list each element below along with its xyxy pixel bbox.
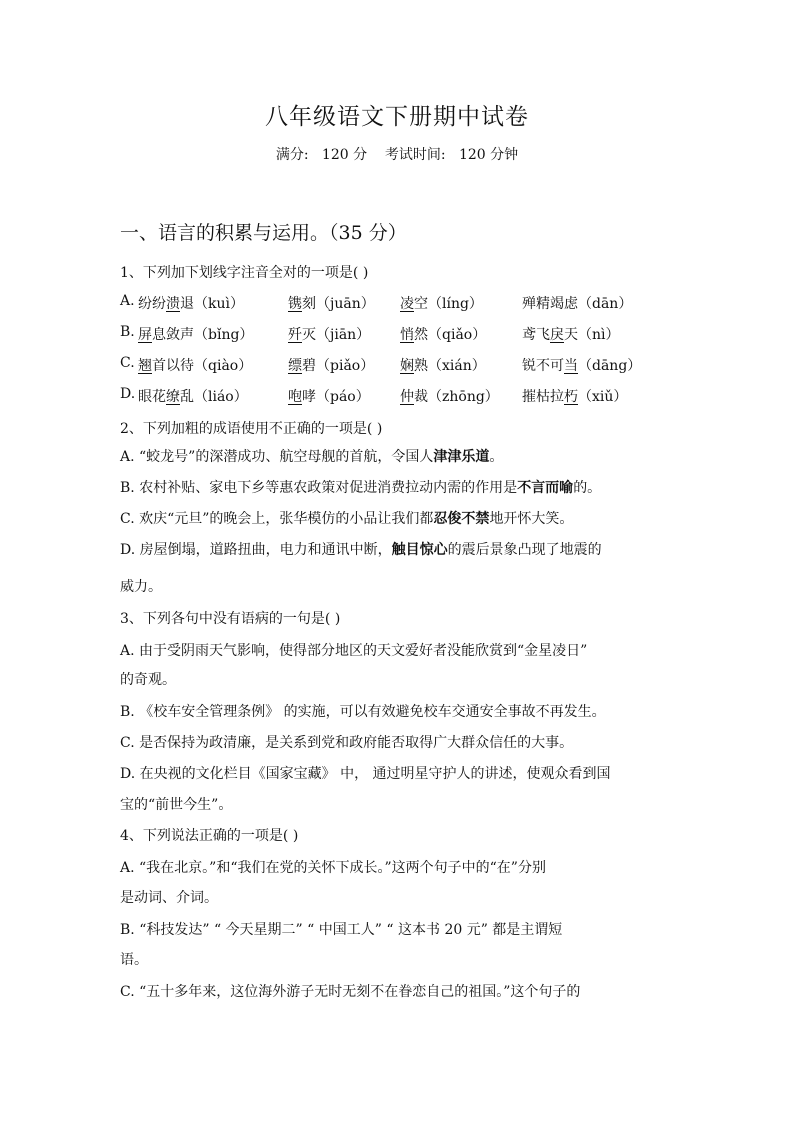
underlined-char: 凌	[400, 296, 414, 312]
q1-option-item	[138, 355, 252, 375]
q1-option-item	[522, 386, 627, 406]
item-pinyin: （dāng）	[578, 358, 642, 374]
underlined-char: 溃	[166, 296, 180, 312]
underlined-char: 朽	[564, 389, 578, 405]
q4-option-b-cont: 语。	[120, 952, 148, 968]
item-text: 纷纷	[138, 296, 166, 312]
underlined-char: 歼	[288, 327, 302, 343]
exam-subtitle: 满分: 120 分 考试时间: 120 分钟	[275, 147, 519, 163]
item-text: 眼花	[138, 389, 166, 405]
q2-option-d-cont: 威力。	[120, 579, 162, 595]
q3-stem: 3、下列各句中没有语病的一句是( )	[120, 611, 341, 627]
q1-stem: 1、下列加下划线字注音全对的一项是( )	[120, 265, 369, 281]
item-pinyin: 裁（zhōng）	[414, 389, 499, 405]
q3-option-d-cont: 宝的“前世今生”。	[120, 797, 233, 813]
q2-b-text: B. 农村补贴、家电下乡等惠农政策对促进消费拉动内需的作用是	[120, 480, 518, 496]
item-pinyin: 哮（páo）	[302, 389, 370, 405]
q2-d-text: D. 房屋倒塌，道路扭曲，电力和通讯中断，	[120, 542, 392, 558]
item-pinyin: 熟（xián）	[414, 358, 486, 374]
underlined-char: 戾	[550, 327, 564, 343]
item-text: 锐不可	[522, 358, 564, 374]
q1-option-item	[288, 386, 370, 406]
underlined-char: 当	[564, 358, 578, 374]
underlined-char: 翘	[138, 358, 152, 374]
q4-option-b: B. “科技发达” “ 今天星期二” “ 中国工人” “ 这本书 20 元” 都是主谓短	[120, 922, 563, 938]
q2-option-c	[120, 508, 573, 528]
item-text: 殚精竭虑（dān）	[522, 296, 633, 312]
item-pinyin: 刻（juān）	[302, 296, 375, 312]
q1-option-item	[400, 324, 486, 344]
item-pinyin: 息敛声（bǐng）	[152, 327, 254, 343]
q4-option-a: A. “我在北京。”和“我们在党的关怀下成长。”这两个句子中的“在”分别	[120, 860, 546, 876]
q1-option-label: C.	[120, 355, 135, 371]
q2-a-idiom: 津津乐道	[433, 449, 490, 465]
q2-option-a	[120, 446, 503, 466]
underlined-char: 仲	[400, 389, 414, 405]
item-text: 鸢飞	[522, 327, 550, 343]
q3-option-d: D. 在央视的文化栏目《国家宝藏》 中， 通过明星守护人的讲述，使观众看到国	[120, 766, 611, 782]
q1-option-item	[138, 324, 253, 344]
item-pinyin: 碧（piǎo）	[302, 358, 375, 374]
q4-option-a-cont: 是动词、介词。	[120, 890, 218, 906]
q1-option-item	[522, 324, 620, 344]
underlined-char: 娴	[400, 358, 414, 374]
section-heading: 一、语言的积累与运用。（35 分）	[120, 222, 407, 244]
item-pinyin: 灭（jiān）	[302, 327, 371, 343]
item-text: 摧枯拉	[522, 389, 564, 405]
q1-option-item	[400, 355, 486, 375]
q2-d-idiom: 触目惊心	[391, 542, 448, 558]
underlined-char: 悄	[400, 327, 414, 343]
item-pinyin: 乱（liáo）	[180, 389, 248, 405]
q1-option-item	[288, 293, 375, 313]
q2-b-idiom: 不言而喻	[517, 480, 574, 496]
q1-option-item	[522, 293, 632, 313]
q2-c-idiom: 忍俊不禁	[433, 511, 490, 527]
q1-option-item	[138, 386, 248, 406]
item-pinyin: 天（nì）	[564, 327, 620, 343]
item-pinyin: 退（kuì）	[180, 296, 244, 312]
underlined-char: 缥	[288, 358, 302, 374]
q2-c-end: 地开怀大笑。	[489, 511, 574, 527]
q1-option-item	[400, 386, 499, 406]
underlined-char: 咆	[288, 389, 302, 405]
q4-option-c: C. “五十多年来，这位海外游子无时无刻不在眷恋自己的祖国。”这个句子的	[120, 984, 581, 1000]
q1-option-item	[138, 293, 244, 313]
q1-option-item	[522, 355, 641, 375]
q2-option-b	[120, 477, 601, 497]
q3-option-a-cont: 的奇观。	[120, 672, 176, 688]
q2-a-text: A. “蛟龙号”的深潜成功、航空母舰的首航，令国人	[120, 449, 434, 465]
q2-c-text: C. 欢庆“元旦”的晚会上，张华模仿的小品让我们都	[120, 511, 434, 527]
underlined-char: 屏	[138, 327, 152, 343]
q3-option-a: A. 由于受阴雨天气影响，使得部分地区的天文爱好者没能欣赏到“金星凌日”	[120, 643, 588, 659]
underlined-char: 缭	[166, 389, 180, 405]
q1-option-item	[288, 355, 374, 375]
exam-title: 八年级语文下册期中试卷	[265, 104, 529, 130]
item-pinyin: 首以待（qiào）	[152, 358, 253, 374]
q1-option-label: D.	[120, 386, 136, 402]
q2-b-end: 的。	[573, 480, 602, 496]
q1-option-item	[288, 324, 370, 344]
item-pinyin: （xiǔ）	[578, 389, 628, 405]
item-pinyin: 然（qiǎo）	[414, 327, 487, 343]
q2-option-d	[120, 539, 602, 559]
item-pinyin: 空（líng）	[414, 296, 483, 312]
q2-stem: 2、下列加粗的成语使用不正确的一项是( )	[120, 421, 383, 437]
underlined-char: 镌	[288, 296, 302, 312]
q2-d-end: 的震后景象凸现了地震的	[447, 542, 602, 558]
q1-option-label: A.	[120, 293, 135, 309]
q4-stem: 4、下列说法正确的一项是( )	[120, 828, 299, 844]
q1-option-label: B.	[120, 324, 135, 340]
q1-option-item	[400, 293, 483, 313]
q3-option-c: C. 是否保持为政清廉，是关系到党和政府能否取得广大群众信任的大事。	[120, 735, 574, 751]
q2-a-end: 。	[489, 449, 504, 465]
q3-option-b: B. 《校车安全管理条例》 的实施，可以有效避免校车交通安全事故不再发生。	[120, 704, 606, 720]
